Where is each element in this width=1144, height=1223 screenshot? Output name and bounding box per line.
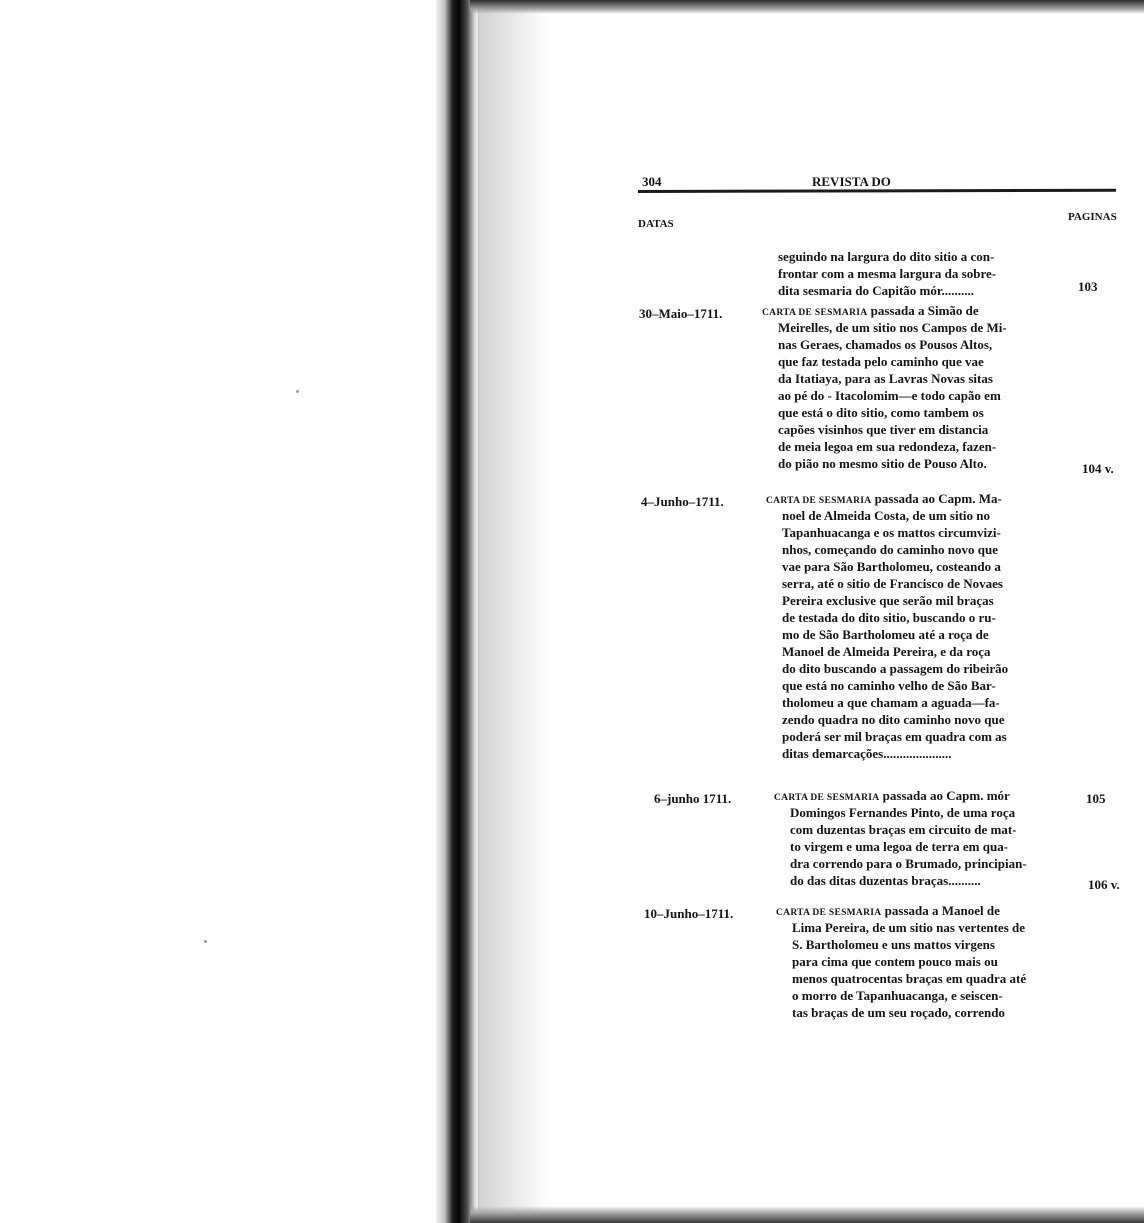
text-line: Domingos Fernandes Pinto, de uma roça [790,805,1016,820]
text-line: ditas demarcações..................... [782,746,952,761]
text-line: da Itatiaya, para as Lavras Novas sitas [778,371,993,386]
text-line: do dito buscando a passagem do ribeirão [782,661,1009,676]
text-line: zendo quadra no dito caminho novo que [782,712,1005,727]
text-line: seguindo na largura do dito sitio a con- [778,249,995,264]
text-line: poderá ser mil braças em quadra com as [782,729,1007,744]
text-line: dra correndo para o Brumado, principian- [790,856,1027,871]
entry-date: 30–Maio–1711. [639,306,723,321]
carta-de-sesmaria-heading: CARTA DE SESMARIA [776,908,882,918]
text-line: Meirelles, de um sitio nos Campos de Mi- [778,320,1007,335]
text-line: de meia legoa em sua redondeza, fazen- [778,439,997,454]
entry-date: 4–Junho–1711. [641,494,724,509]
text-line: tas braças de um seu roçado, correndo [792,1005,1005,1020]
header-rule [638,189,1116,193]
text-line: nas Geraes, chamados os Pousos Altos, [778,337,993,352]
text-line: que está o dito sitio, como tambem os [778,405,984,420]
text-line: menos quatrocentas braças em quadra até [792,971,1027,986]
text-line: serra, até o sitio de Francisco de Novaes [782,576,1003,591]
text-line: ao pé do - Itacolomim—e todo capão em [778,388,1001,403]
page-number: 304 [642,174,662,189]
page-reference: 106 v. [1088,877,1120,892]
text-line: de testada do dito sitio, buscando o ru- [782,610,996,625]
text-line-rest: passada a Simão de [870,303,979,318]
text-line: nhos, começando do caminho novo que [782,542,998,557]
text-line: que está no caminho velho de São Bar- [782,678,996,693]
text-line-rest: passada ao Capm. Ma- [874,491,1002,506]
text-line: Manoel de Almeida Pereira, e da roça [782,644,991,659]
entry-date: 6–junho 1711. [654,791,732,806]
text-line: do pião no mesmo sitio de Pouso Alto. [778,456,987,471]
book-spine-shadow [436,0,480,1223]
carta-de-sesmaria-heading: CARTA DE SESMARIA [762,308,868,318]
text-line-rest: passada ao Capm. mór [882,788,1010,803]
text-line: para cima que contem pouco mais ou [792,954,998,969]
scan-speck [296,390,299,393]
text-line: capões visinhos que tiver em distancia [778,422,989,437]
text-line: que faz testada pelo caminho que vae [778,354,984,369]
text-line: Tapanhuacanga e os mattos circumvizi- [782,525,1001,540]
scan-speck [204,940,207,943]
page-reference: 104 v. [1082,461,1114,476]
text-line: tholomeu a que chamam a aguada—fa- [782,695,1000,710]
text-line: S. Bartholomeu e uns mattos virgens [792,937,995,952]
bottom-page-edge [470,1206,1144,1223]
datas-column-label: DATAS [638,218,674,230]
carta-de-sesmaria-heading: CARTA DE SESMARIA [774,793,880,803]
gutter-shadow [478,0,548,1223]
page-reference: 105 [1086,791,1106,806]
carta-de-sesmaria-heading: CARTA DE SESMARIA [766,496,872,506]
page-reference: 103 [1078,279,1098,294]
text-line: vae para São Bartholomeu, costeando a [782,559,1001,574]
text-line-rest: passada a Manoel de [884,903,1000,918]
text-line: o morro de Tapanhuacanga, e seiscen- [792,988,1003,1003]
top-page-edge [470,0,1144,14]
text-line: mo de São Bartholomeu até a roça de [782,627,989,642]
text-line: frontar com a mesma largura da sobre- [778,266,997,281]
text-line: com duzentas braças em circuito de mat- [790,822,1017,837]
text-line: Lima Pereira, de um sitio nas vertentes de [792,920,1025,935]
blank-facing-page [0,0,440,1223]
text-line: to virgem e uma legoa de terra em qua- [790,839,1009,854]
text-line: dita sesmaria do Capitão mór.......... [778,283,974,298]
paginas-column-label: PAGINAS [1068,211,1117,223]
text-line: Pereira exclusive que serão mil braças [782,593,994,608]
text-line: do das ditas duzentas braças.......... [790,873,981,888]
entry-date: 10–Junho–1711. [644,906,734,921]
text-line: noel de Almeida Costa, de um sitio no [782,508,991,523]
running-title: REVISTA DO [812,174,891,189]
